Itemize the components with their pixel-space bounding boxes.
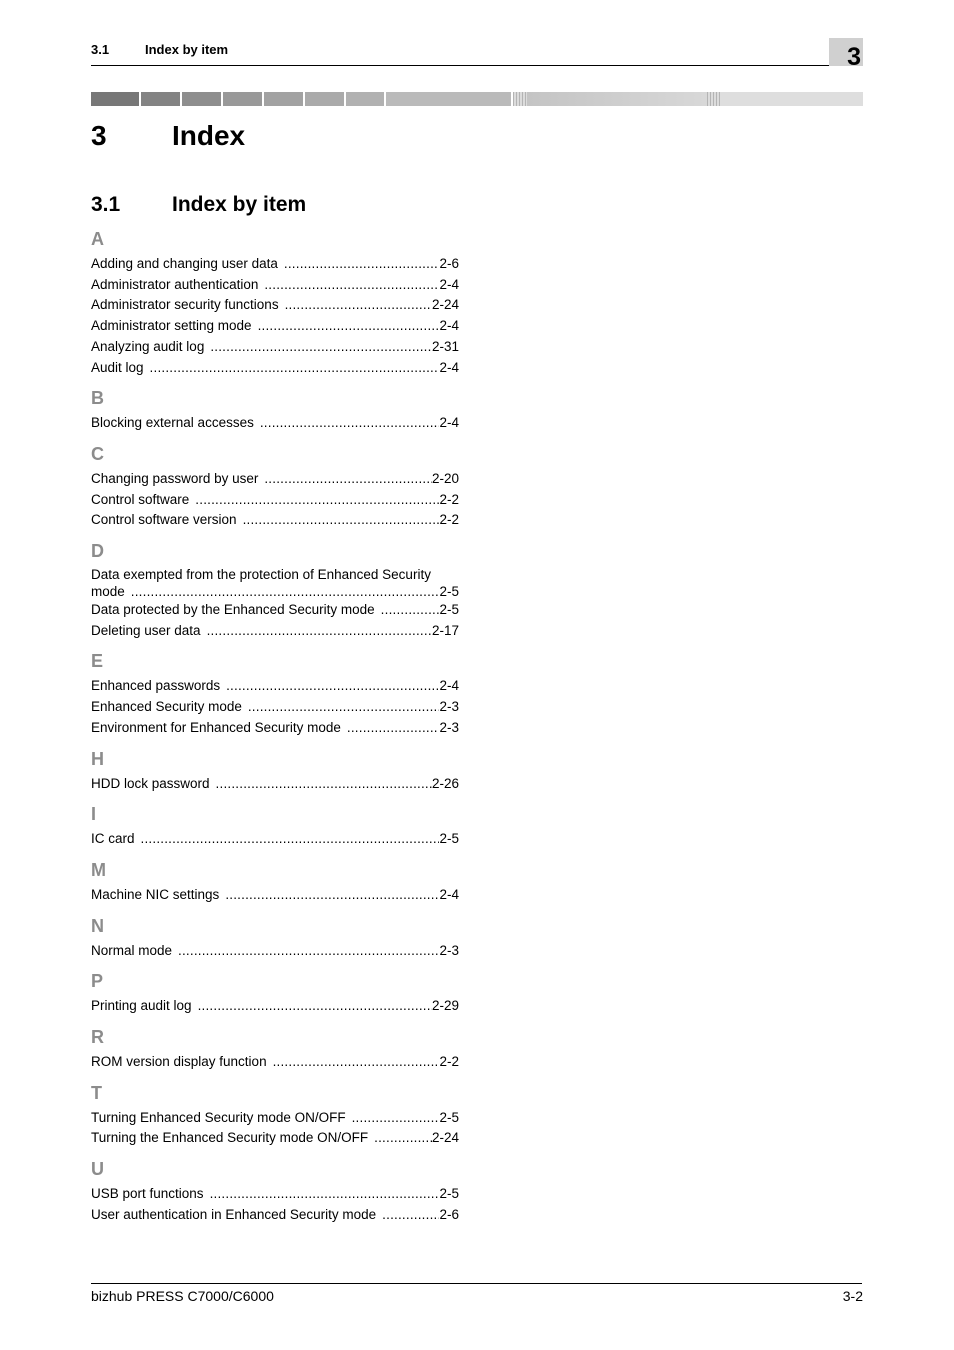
index-letter-heading: R (91, 1027, 104, 1048)
index-entry-text: IC card (91, 831, 135, 847)
dot-leader (352, 1108, 440, 1129)
dot-leader (210, 1184, 440, 1205)
index-entry (91, 1205, 459, 1226)
index-group-u (91, 1158, 459, 1225)
index-entry-page: 2-20 (431, 470, 459, 486)
index-entry-page: 2-6 (439, 1206, 459, 1222)
index-group-b (91, 387, 459, 434)
index-entry-text: Audit log (91, 359, 144, 375)
index-entry-text: Enhanced passwords (91, 678, 221, 694)
index-entry-text: Blocking external accesses (91, 415, 254, 431)
index-entry-page: 2-4 (439, 415, 459, 431)
index-entry (91, 337, 459, 358)
index-entry-page: 2-24 (431, 297, 459, 313)
index-group-e (91, 650, 459, 738)
index-entry-text: Changing password by user (91, 470, 259, 486)
index-entry (91, 718, 459, 739)
index-group-c (91, 443, 459, 531)
index-entry (91, 510, 459, 531)
index-entry-page: 2-2 (439, 512, 459, 528)
index-group-t (91, 1082, 459, 1149)
dot-leader (225, 885, 439, 906)
dot-leader (150, 358, 440, 379)
band-segment (386, 92, 511, 106)
index-entry (91, 885, 459, 906)
index-entry-page: 2-31 (431, 338, 459, 354)
index-entry-page: 2-4 (439, 359, 459, 375)
chapter-tab (829, 38, 863, 71)
band-segment (182, 92, 221, 106)
index-entry-page: 2-3 (439, 942, 459, 958)
index-entry-text: Data protected by the Enhanced Security mode (91, 602, 375, 618)
index-entry-page: 2-4 (439, 886, 459, 902)
dot-leader (285, 295, 432, 316)
index-entry-page: 2-4 (439, 276, 459, 292)
index-letter-heading: T (91, 1082, 102, 1103)
index-entry (91, 600, 459, 621)
index-entry-page: 2-5 (439, 1186, 459, 1202)
decorative-band (91, 92, 863, 106)
band-segment (223, 92, 262, 106)
dot-leader (264, 275, 439, 296)
index-entry-page: 2-3 (439, 699, 459, 715)
index-group-d (91, 540, 459, 641)
running-header-section-title: Index by item (145, 42, 229, 57)
index-entry-page: 2-5 (439, 831, 459, 847)
index-entry (91, 697, 459, 718)
index-letter-heading: I (91, 804, 97, 825)
band-segment (346, 92, 385, 106)
dot-leader (141, 829, 440, 850)
index-entry-text: Administrator setting mode (91, 318, 252, 334)
dot-leader (207, 621, 432, 642)
index-entry (91, 566, 459, 600)
chapter-number: 3 (91, 120, 107, 151)
index-entry-text: Turning Enhanced Security mode ON/OFF (91, 1109, 346, 1125)
index-group-a (91, 228, 459, 378)
index-entry (91, 469, 459, 490)
index-entry-page: 2-4 (439, 678, 459, 694)
band-stripes (707, 92, 720, 106)
index-entry-text: Printing audit log (91, 998, 192, 1014)
index-entry (91, 316, 459, 337)
index-entry-text: User authentication in Enhanced Security mode (91, 1206, 377, 1222)
chapter-tab-number: 3 (847, 43, 861, 71)
dot-leader (195, 490, 439, 511)
footer-page-number: 3-2 (842, 1288, 863, 1304)
index-group-h (91, 748, 459, 795)
dot-leader (347, 718, 440, 739)
index-entry-page: 2-5 (439, 1109, 459, 1125)
dot-leader (273, 1052, 440, 1073)
index-entry-page: 2-24 (431, 1130, 459, 1146)
index-entry-text: Analyzing audit log (91, 338, 205, 354)
index-letter-heading: B (91, 388, 104, 409)
band-stripes (513, 92, 526, 106)
index-entry-page: 2-5 (439, 584, 459, 600)
dot-leader (382, 1205, 439, 1226)
index-entry-page: 2-3 (439, 719, 459, 735)
header-divider (91, 65, 862, 66)
index-entry-text: Enhanced Security mode (91, 699, 242, 715)
index-entry (91, 275, 459, 296)
dot-leader (374, 1128, 432, 1149)
index-entry-text: Control software version (91, 512, 237, 528)
index-group-p (91, 970, 459, 1017)
index-list (91, 228, 459, 1235)
dot-leader (260, 413, 440, 434)
dot-leader (216, 774, 432, 795)
index-entry (91, 1184, 459, 1205)
index-entry-text: Data exempted from the protection of Enhanced Security (91, 567, 431, 583)
index-entry-text: ROM version display function (91, 1054, 267, 1070)
index-letter-heading: U (91, 1159, 104, 1180)
index-entry-page: 2-6 (439, 256, 459, 271)
dot-leader (284, 254, 440, 275)
index-letter-heading: M (91, 859, 106, 880)
index-group-r (91, 1026, 459, 1073)
footer-divider (91, 1283, 862, 1284)
band-segment (527, 92, 707, 106)
running-header-section-number: 3.1 (91, 42, 110, 57)
index-letter-heading: A (91, 229, 104, 249)
index-entry (91, 490, 459, 511)
band-segment (305, 92, 344, 106)
dot-leader (210, 337, 432, 358)
index-entry-page: 2-26 (431, 775, 459, 791)
index-group-n (91, 915, 459, 962)
footer-product-name: bizhub PRESS C7000/C6000 (91, 1288, 274, 1304)
index-entry-page: 2-29 (431, 998, 459, 1014)
index-entry-text: Control software (91, 491, 190, 507)
index-entry (91, 358, 459, 379)
dot-leader (131, 583, 440, 600)
band-segment (264, 92, 303, 106)
index-entry-text: Adding and changing user data (91, 256, 278, 271)
dot-leader (258, 316, 440, 337)
index-letter-heading: P (91, 971, 104, 992)
index-group-i (91, 803, 459, 850)
index-entry (91, 996, 459, 1017)
section-title: Index by item (172, 193, 307, 216)
index-entry (91, 295, 459, 316)
index-entry (91, 1128, 459, 1149)
index-entry-text: USB port functions (91, 1186, 204, 1202)
index-entry-text: Environment for Enhanced Security mode (91, 719, 341, 735)
index-entry-page: 2-2 (439, 1054, 459, 1070)
chapter-title: Index (172, 120, 246, 151)
dot-leader (264, 469, 432, 490)
index-entry (91, 774, 459, 795)
index-letter-heading: C (91, 443, 104, 464)
index-letter-heading: N (91, 915, 104, 936)
index-entry-text: Deleting user data (91, 622, 201, 638)
index-entry (91, 676, 459, 697)
band-segment (720, 92, 863, 106)
index-entry (91, 1052, 459, 1073)
index-entry-text: Administrator security functions (91, 297, 279, 313)
index-entry (91, 941, 459, 962)
index-entry-page: 2-2 (439, 491, 459, 507)
band-segment (141, 92, 180, 106)
index-entry-page: 2-17 (431, 622, 459, 638)
index-entry-page: 2-4 (439, 318, 459, 334)
index-entry-text: Turning the Enhanced Security mode ON/OFF (91, 1130, 369, 1146)
index-entry-text: HDD lock password (91, 775, 210, 791)
index-entry-text: Machine NIC settings (91, 886, 220, 902)
band-segment (91, 92, 139, 106)
dot-leader (178, 941, 439, 962)
index-group-m (91, 859, 459, 906)
section-number: 3.1 (91, 193, 121, 216)
index-entry-text: Normal mode (91, 942, 173, 958)
index-entry (91, 829, 459, 850)
index-entry (91, 254, 459, 275)
index-entry (91, 1108, 459, 1129)
index-letter-heading: D (91, 541, 104, 562)
index-entry (91, 621, 459, 642)
index-entry-text: Administrator authentication (91, 276, 259, 292)
dot-leader (248, 697, 440, 718)
dot-leader (198, 996, 432, 1017)
dot-leader (381, 600, 440, 621)
index-entry-page: 2-5 (439, 602, 459, 618)
index-entry-text-continued: mode (91, 584, 125, 600)
dot-leader (243, 510, 440, 531)
index-entry (91, 413, 459, 434)
dot-leader (226, 676, 439, 697)
index-letter-heading: E (91, 651, 104, 672)
index-letter-heading: H (91, 748, 104, 769)
